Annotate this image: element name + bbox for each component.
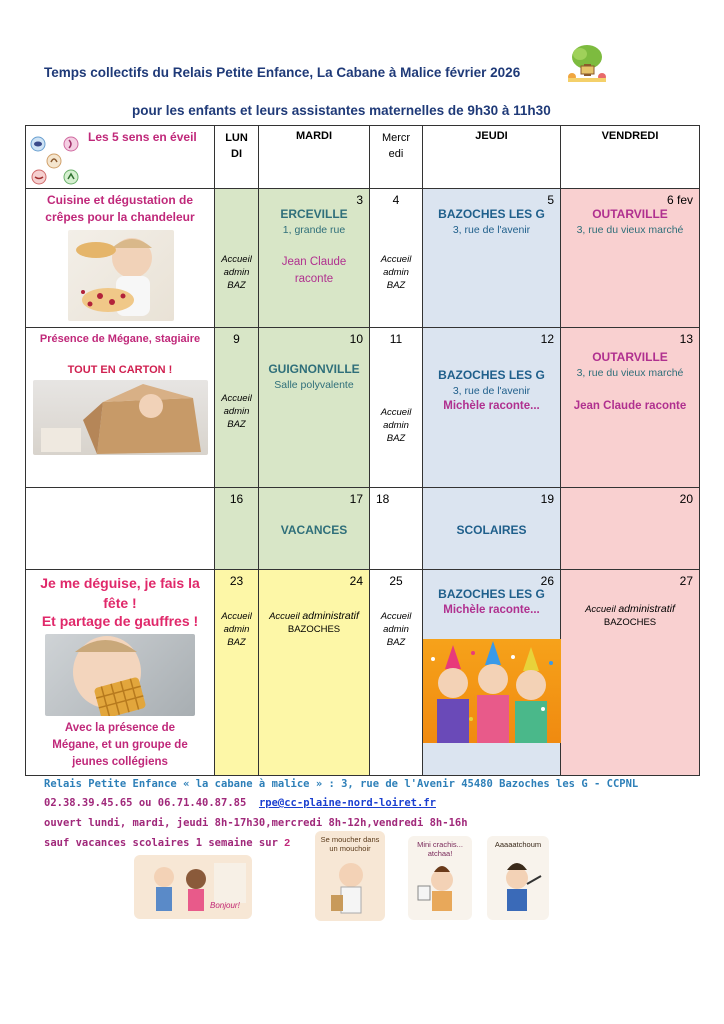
tree-logo-icon: [566, 44, 608, 84]
holiday-label: SCOLAIRES: [456, 523, 527, 537]
footer-holidays: sauf vacances scolaires 1 semaine sur 2: [44, 837, 291, 849]
accueil-label: Accueil admin BAZ: [221, 611, 252, 648]
cartoon-cough: [408, 836, 472, 920]
location-name: OUTARVILLE: [592, 350, 668, 364]
cartoon-caption: Aaaaatchoum: [494, 840, 542, 849]
cartoon-caption: Bonjour!: [210, 901, 240, 910]
five-senses-icon: [29, 135, 81, 187]
day-number: 9: [233, 332, 240, 346]
cell-mardi-24: [259, 570, 370, 776]
cell-jeudi-5: [423, 189, 561, 328]
footer-hours: ouvert lundi, mardi, jeudi 8h-17h30,mercredi 8h-12h,vendredi 8h-16h: [44, 817, 468, 829]
cell-jeudi-26: [423, 570, 561, 776]
side-cell-week1: [26, 189, 215, 328]
page-subtitle: pour les enfants et leurs assistantes maternelles de 9h30 à 11h30: [132, 103, 551, 118]
day-number: 26: [540, 574, 554, 588]
accueil-label: Accueil administratif BAZOCHES: [269, 610, 359, 635]
location-name: BAZOCHES LES G: [438, 207, 545, 221]
side-cell-week2: [26, 328, 215, 488]
storyteller-label: Michèle raconte...: [443, 604, 540, 616]
cell-mercredi-11: [370, 328, 423, 488]
location-address: 3, rue de l'avenir: [452, 385, 531, 397]
col-header-jeudi: JEUDI: [423, 126, 561, 189]
day-number: 19: [540, 492, 554, 506]
cell-lundi-9: [215, 328, 259, 488]
activity-title: Je me déguise, je fais la fête !: [40, 575, 200, 611]
cartoon-hand-washing: [134, 855, 252, 919]
activity-text: Cuisine et dégustation de crêpes pour la chandeleur: [45, 193, 195, 224]
day-number: 23: [229, 574, 244, 588]
day-number: 10: [349, 332, 363, 346]
cell-lundi-23: [215, 570, 259, 776]
waffle-photo: [45, 634, 195, 716]
cell-mercredi-4: [370, 189, 423, 328]
day-number: 27: [679, 574, 693, 588]
col-header-mardi: MARDI: [259, 126, 370, 189]
cartoon-caption: Mini crachis... atchaa!: [417, 840, 463, 858]
side-cell-week3: [26, 488, 215, 570]
footer-address: Relais Petite Enfance « la cabane à malice » : 3, rue de l'Avenir 45480 Bazoches les G - CCPNL: [44, 778, 639, 790]
day-number: 17: [349, 492, 363, 506]
location-name: ERCEVILLE: [280, 207, 348, 221]
cell-jeudi-19: [423, 488, 561, 570]
cell-vendredi-6: [561, 189, 700, 328]
accueil-label: Accueil admin BAZ: [380, 254, 412, 291]
party-photo: [423, 639, 561, 743]
week-row-2: [26, 328, 700, 488]
calendar-table: [25, 125, 700, 776]
col-header-mercredi: Mercr edi: [370, 126, 423, 189]
col-header-vendredi: VENDREDI: [561, 126, 700, 189]
location-address: Salle polyvalente: [274, 379, 354, 391]
activity-title: TOUT EN CARTON !: [67, 364, 173, 376]
location-name: BAZOCHES LES G: [438, 368, 545, 382]
col-header-lundi: LUN DI: [215, 126, 259, 189]
storyteller-label: Michèle raconte...: [443, 400, 540, 412]
cell-mercredi-18: [370, 488, 423, 570]
day-number: 11: [389, 332, 403, 346]
accueil-label: Accueil admin BAZ: [221, 254, 252, 291]
activity-text: Présence de Mégane, stagiaire: [39, 333, 201, 345]
cell-mardi-3: [259, 189, 370, 328]
cell-mercredi-25: [370, 570, 423, 776]
day-number: 4: [392, 193, 400, 207]
cartoon-sneeze: [487, 836, 549, 920]
cell-mardi-10: [259, 328, 370, 488]
cell-vendredi-27: [561, 570, 700, 776]
side-header-label: Les 5 sens en éveil: [88, 130, 197, 144]
footer-contact: [44, 797, 436, 809]
cell-lundi-2: [215, 189, 259, 328]
day-number: 16: [229, 492, 244, 506]
location-address: 3, rue de l'avenir: [452, 224, 531, 236]
location-name: OUTARVILLE: [592, 207, 668, 221]
day-number: 3: [356, 193, 363, 207]
day-number: 5: [547, 193, 554, 207]
page-title: Temps collectifs du Relais Petite Enfance, La Cabane à Malice février 2026: [44, 65, 521, 80]
footer-email-link[interactable]: rpe@cc-plaine-nord-loiret.fr: [258, 797, 436, 809]
day-number: 24: [349, 574, 363, 588]
accueil-label: Accueil admin BAZ: [380, 611, 412, 648]
header-row: [26, 126, 700, 189]
cartoon-mouchoir: [315, 831, 385, 921]
carton-photo: [33, 380, 208, 455]
cartoon-caption: Se moucher dans un mouchoir: [320, 835, 380, 853]
location-address: 3, rue du vieux marché: [576, 367, 684, 379]
day-number: 13: [679, 332, 693, 346]
activity-subtitle: Et partage de gauffres !: [41, 613, 199, 629]
cell-lundi-16: [215, 488, 259, 570]
day-number: 6 fev: [666, 193, 693, 207]
day-number: 20: [679, 492, 693, 506]
accueil-label: Accueil admin BAZ: [221, 393, 252, 430]
week-row-4: [26, 570, 700, 776]
cell-vendredi-20: [561, 488, 700, 570]
location-name: GUIGNONVILLE: [268, 362, 360, 376]
holiday-label: VACANCES: [280, 523, 348, 537]
activity-note: Avec la présence de Mégane, et un groupe de jeunes collégiens: [52, 722, 188, 768]
day-number: 12: [540, 332, 554, 346]
storyteller-label: Jean Claude raconte: [573, 400, 687, 412]
week-row-1: [26, 189, 700, 328]
cell-mardi-17: [259, 488, 370, 570]
side-header-cell: [26, 126, 215, 189]
storyteller-label: Jean Claude raconte: [281, 256, 347, 285]
footer-phones: 02.38.39.45.65 ou 06.71.40.87.85: [44, 797, 247, 809]
location-address: 3, rue du vieux marché: [576, 224, 684, 236]
crepes-photo: [68, 230, 174, 321]
day-number: 25: [389, 574, 403, 588]
side-cell-week4: [26, 570, 215, 776]
cell-jeudi-12: [423, 328, 561, 488]
accueil-label: Accueil admin BAZ: [380, 407, 412, 444]
location-address: 1, grande rue: [282, 224, 346, 236]
week-row-3: [26, 488, 700, 570]
location-name: BAZOCHES LES G: [438, 587, 545, 601]
cell-vendredi-13: [561, 328, 700, 488]
day-number: 18: [376, 492, 390, 506]
accueil-label: Accueil administratif BAZOCHES: [585, 603, 675, 628]
